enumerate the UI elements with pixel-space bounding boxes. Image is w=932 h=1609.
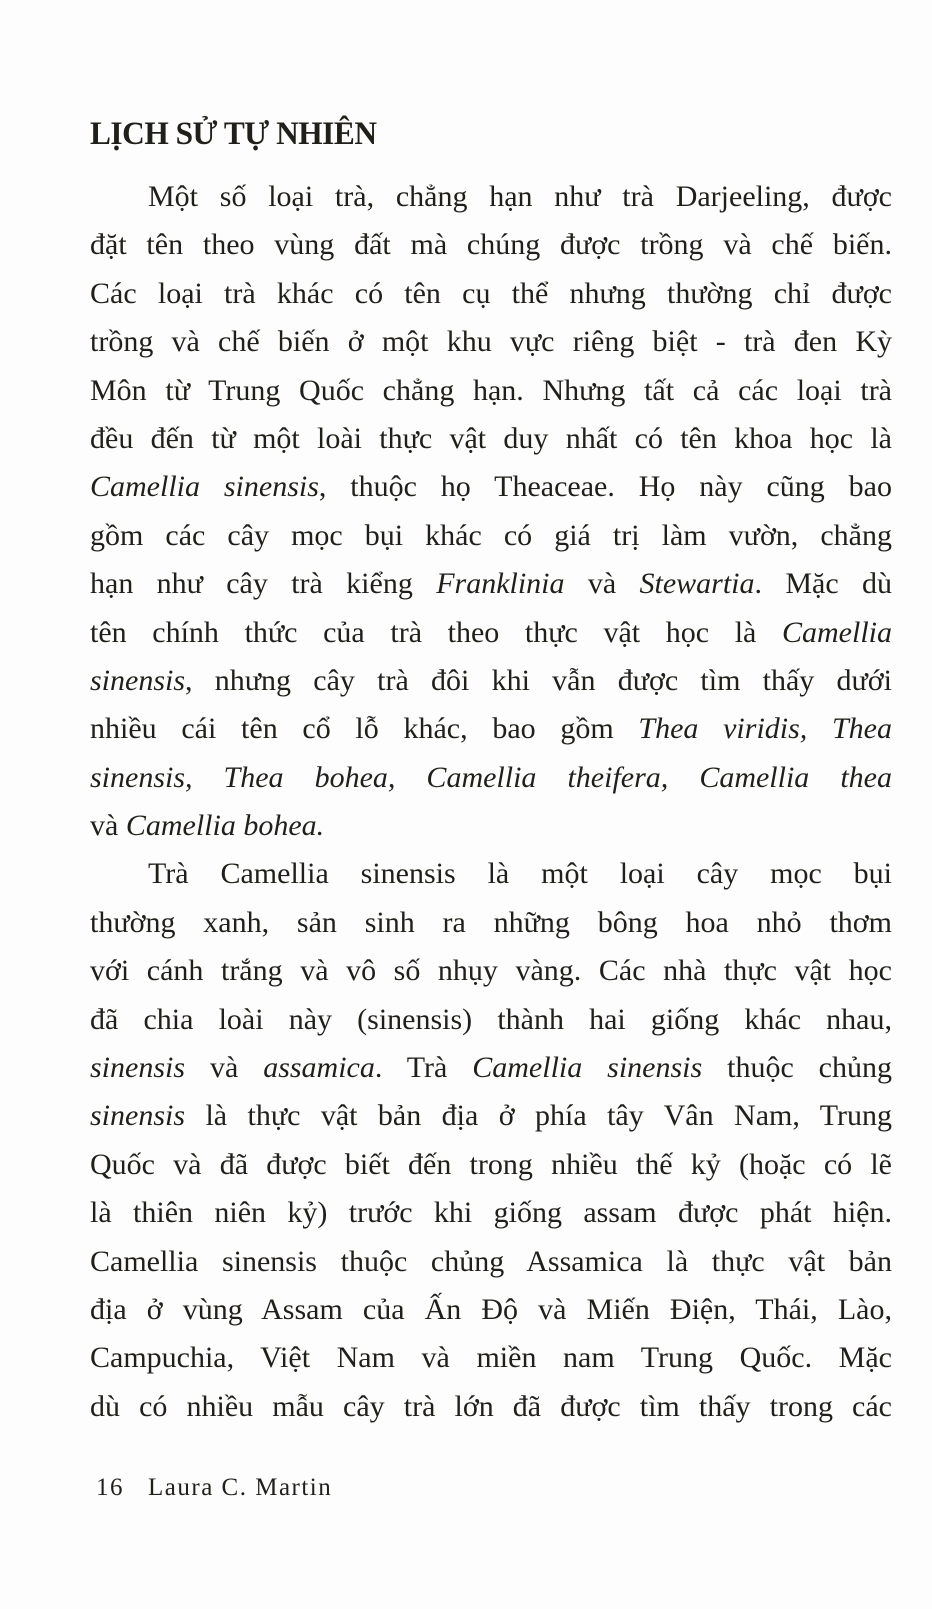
text-segment: và bbox=[185, 1051, 264, 1085]
italic-text-segment: Franklinia bbox=[436, 567, 565, 601]
text-line bbox=[90, 1286, 892, 1334]
author-name: Laura C. Martin bbox=[148, 1474, 333, 1501]
text-line bbox=[90, 1334, 892, 1382]
text-line bbox=[90, 705, 892, 753]
text-line bbox=[90, 899, 892, 947]
text-line bbox=[90, 1238, 892, 1286]
text-segment: Campuchia, Việt Nam và miền nam Trung Quốc. Mặc bbox=[90, 1341, 892, 1375]
text-line bbox=[90, 1092, 892, 1140]
text-line bbox=[90, 609, 892, 657]
text-segment: là thiên niên kỷ) trước khi giống assam được phát hiện. bbox=[90, 1196, 892, 1230]
italic-text-segment: sinensis, Thea bohea, Camellia theifera, Camellia thea bbox=[90, 760, 892, 794]
text-segment: và bbox=[564, 567, 640, 601]
text-line bbox=[90, 560, 892, 608]
text-line bbox=[90, 996, 892, 1044]
text-segment: gồm các cây mọc bụi khác có giá trị làm vườn, chẳng bbox=[90, 518, 892, 552]
paragraph bbox=[90, 850, 892, 1431]
italic-text-segment: Thea viridis, Thea bbox=[638, 712, 892, 746]
text-line bbox=[90, 512, 892, 560]
text-line bbox=[90, 415, 892, 463]
text-line bbox=[90, 367, 892, 415]
paragraph bbox=[90, 173, 892, 850]
text-segment: Camellia sinensis thuộc chủng Assamica là thực vật bản bbox=[90, 1244, 892, 1278]
text-line bbox=[90, 1189, 892, 1237]
text-line bbox=[90, 754, 892, 802]
text-segment: dù có nhiều mẫu cây trà lớn đã được tìm thấy trong các bbox=[90, 1389, 892, 1423]
body-text bbox=[90, 173, 892, 1431]
page-content bbox=[90, 112, 892, 1431]
text-segment: . Trà bbox=[374, 1051, 473, 1085]
text-segment: hạn như cây trà kiểng bbox=[90, 567, 437, 601]
italic-text-segment: Camellia bbox=[782, 615, 892, 649]
italic-text-segment: sinensis bbox=[90, 663, 186, 697]
text-line bbox=[90, 1383, 892, 1431]
text-line bbox=[90, 1141, 892, 1189]
text-segment: đều đến từ một loài thực vật duy nhất có tên khoa học là bbox=[90, 421, 892, 455]
text-segment: . Mặc dù bbox=[754, 567, 892, 601]
text-segment: nhiều cái tên cổ lỗ khác, bao gồm bbox=[90, 712, 639, 746]
italic-text-segment: Camellia sinensis bbox=[472, 1051, 703, 1085]
text-segment: trồng và chế biến ở một khu vực riêng biệt - trà đen Kỳ bbox=[90, 325, 892, 359]
italic-text-segment: sinensis bbox=[90, 1051, 186, 1085]
text-segment: Các loại trà khác có tên cụ thể nhưng thường chỉ được bbox=[90, 276, 892, 310]
italic-text-segment: assamica bbox=[263, 1051, 375, 1085]
italic-text-segment: Camellia bohea. bbox=[125, 809, 325, 843]
italic-text-segment: sinensis bbox=[90, 1099, 186, 1133]
text-segment: và bbox=[90, 809, 126, 843]
page-number: 16 bbox=[96, 1474, 124, 1501]
text-line bbox=[90, 850, 892, 898]
text-line bbox=[90, 270, 892, 318]
text-line bbox=[90, 947, 892, 995]
text-segment: là thực vật bản địa ở phía tây Vân Nam, Trung bbox=[185, 1099, 892, 1133]
text-line bbox=[90, 221, 892, 269]
page-footer bbox=[96, 1472, 332, 1504]
text-line bbox=[90, 802, 892, 850]
text-segment: Môn từ Trung Quốc chẳng hạn. Nhưng tất cả các loại trà bbox=[90, 373, 892, 407]
text-segment: địa ở vùng Assam của Ấn Độ và Miến Điện, Thái, Lào, bbox=[90, 1292, 892, 1326]
text-segment: với cánh trắng và vô số nhụy vàng. Các nhà thực vật học bbox=[90, 954, 892, 988]
text-line bbox=[90, 1044, 892, 1092]
text-segment: Quốc và đã được biết đến trong nhiều thế kỷ (hoặc có lẽ bbox=[90, 1147, 892, 1181]
text-segment: tên chính thức của trà theo thực vật học là bbox=[90, 615, 782, 649]
text-segment: , nhưng cây trà đôi khi vẫn được tìm thấy dưới bbox=[185, 663, 892, 697]
text-line bbox=[90, 463, 892, 511]
text-segment: Một số loại trà, chẳng hạn như trà Darjeeling, được bbox=[148, 180, 892, 213]
text-segment: thường xanh, sản sinh ra những bông hoa nhỏ thơm bbox=[90, 905, 892, 939]
italic-text-segment: Camellia sinensis bbox=[90, 470, 319, 504]
text-segment: đã chia loài này (sinensis) thành hai giống khác nhau, bbox=[90, 1002, 892, 1036]
text-segment: thuộc chủng bbox=[702, 1051, 892, 1085]
text-segment: , thuộc họ Theaceae. Họ này cũng bao bbox=[318, 470, 892, 504]
text-segment: đặt tên theo vùng đất mà chúng được trồng và chế biến. bbox=[90, 228, 892, 262]
italic-text-segment: Stewartia bbox=[639, 567, 755, 601]
section-heading: LỊCH SỬ TỰ NHIÊN bbox=[90, 116, 377, 152]
text-line bbox=[90, 657, 892, 705]
text-line bbox=[90, 318, 892, 366]
text-segment: Trà Camellia sinensis là một loại cây mọc bụi bbox=[148, 857, 892, 891]
text-line bbox=[90, 173, 892, 221]
